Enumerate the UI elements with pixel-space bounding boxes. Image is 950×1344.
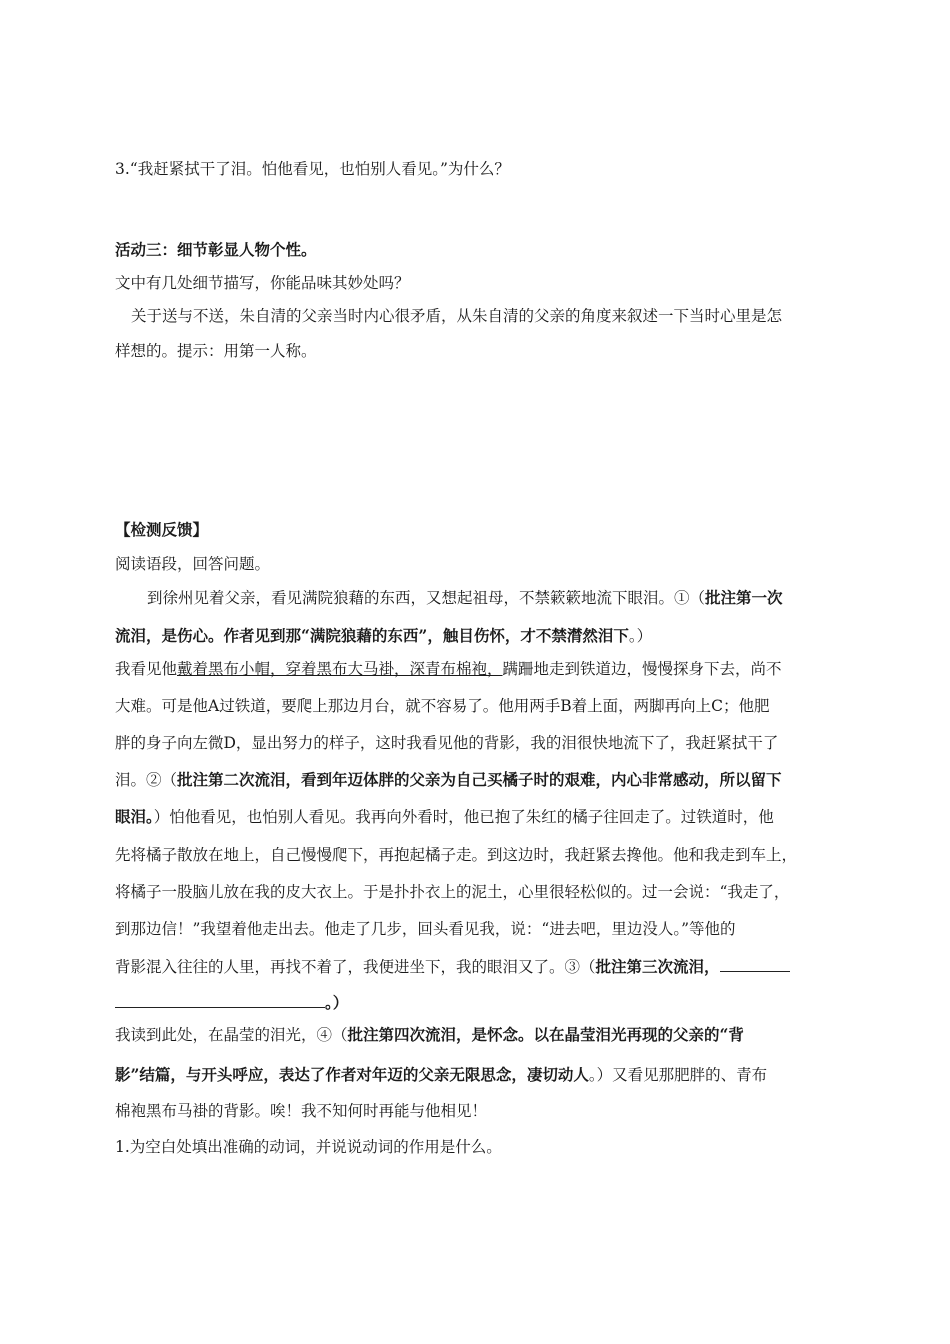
annotation-1: 批注第一次: [705, 588, 783, 607]
feedback-heading: 【检测反馈】: [115, 520, 209, 539]
annotation-2-cont: 眼泪。: [115, 807, 154, 826]
passage-line: [115, 1024, 744, 1046]
answer-blank[interactable]: [115, 993, 325, 1008]
passage-line: [115, 956, 790, 978]
underlined-detail: 戴着黑布小帽，穿着黑布大马褂，深青布棉袍，: [177, 660, 503, 678]
passage-line: 大难。可是他A过铁道，要爬上那边月台，就不容易了。他用两手B着上面，两脚再向上C；他肥: [115, 697, 770, 715]
feedback-instruction: 阅读语段，回答问题。: [115, 555, 271, 573]
passage-line: 到那边信！”我望着他走出去。他走了几步，回头看见我，说：“进去吧，里边没人。”等他的: [115, 920, 736, 938]
passage-text: 。）又看见那肥胖的、青布: [588, 1066, 768, 1084]
annotation-4: 批注第四次流泪，是怀念。以在晶莹泪光再现的父亲的“背: [347, 1025, 744, 1044]
passage-line: [115, 625, 652, 647]
passage-line: [115, 769, 782, 791]
passage-text: 背影混入往往的人里，再找不着了，我便进坐下，我的眼泪又了。③（: [115, 958, 596, 976]
passage-line: [115, 806, 774, 828]
passage-line: 棉袍黑布马褂的背影。唉！我不知何时再能与他相见！: [115, 1102, 488, 1120]
passage-line: [115, 992, 348, 1014]
passage-text: 我读到此处，在晶莹的泪光，④（: [115, 1026, 348, 1044]
passage-line: [115, 658, 782, 680]
passage-text: 到徐州见着父亲，看见满院狼藉的东西，又想起祖母，不禁簌簌地流下眼泪。①（: [147, 589, 706, 607]
passage-line: 将橘子一股脑儿放在我的皮大衣上。于是扑扑衣上的泥土，心里很轻松似的。过一会说：“我走了，: [115, 883, 790, 901]
annotation-3-end: 。）: [325, 993, 349, 1012]
passage-line: 先将橘子散放在地上，自己慢慢爬下，再抱起橘子走。到这边时，我赶紧去搀他。他和我走到车上，: [115, 846, 798, 864]
annotation-2: 批注第二次流泪，看到年迈体胖的父亲为自己买橘子时的艰难，内心非常感动，所以留下: [177, 770, 782, 789]
passage-text: 。）: [628, 627, 653, 645]
activity-3-prompt: 文中有几处细节描写，你能品味其妙处吗？: [115, 274, 410, 292]
passage-line: [115, 1064, 767, 1086]
question-3: 3.“我赶紧拭干了泪。怕他看见，也怕别人看见。”为什么？: [115, 160, 510, 178]
passage-text: ）怕他看见，也怕别人看见。我再向外看时，他已抱了朱红的橘子往回走了。过铁道时，他: [153, 808, 774, 826]
passage-text: 泪。②（: [115, 771, 178, 789]
passage-text: 蹒跚地走到铁道边，慢慢探身下去，尚不: [502, 660, 782, 678]
passage-line: 胖的身子向左微D，显出努力的样子，这时我看见他的背影，我的泪很快地流下了，我赶紧拭干了: [115, 734, 779, 752]
passage-line: [147, 587, 783, 609]
activity-3-task: 关于送与不送，朱自清的父亲当时内心很矛盾，从朱自清的父亲的角度来叙述一下当时心里是怎: [131, 307, 783, 325]
passage-text: 我看见他: [115, 660, 178, 678]
activity-3-task-cont: 样想的。提示：用第一人称。: [115, 342, 317, 360]
answer-blank[interactable]: [720, 957, 790, 972]
annotation-3: 批注第三次流泪，: [595, 957, 720, 976]
question-1: 1.为空白处填出准确的动词，并说说动词的作用是什么。: [115, 1138, 502, 1156]
activity-3-heading: 活动三：细节彰显人物个性。: [115, 240, 317, 259]
annotation-4-cont: 影”结篇，与开头呼应，表达了作者对年迈的父亲无限思念，凄切动人: [115, 1065, 589, 1084]
annotation-1-cont: 流泪，是伤心。作者见到那“满院狼藉的东西”，触目伤怀，才不禁潸然泪下: [115, 626, 629, 645]
